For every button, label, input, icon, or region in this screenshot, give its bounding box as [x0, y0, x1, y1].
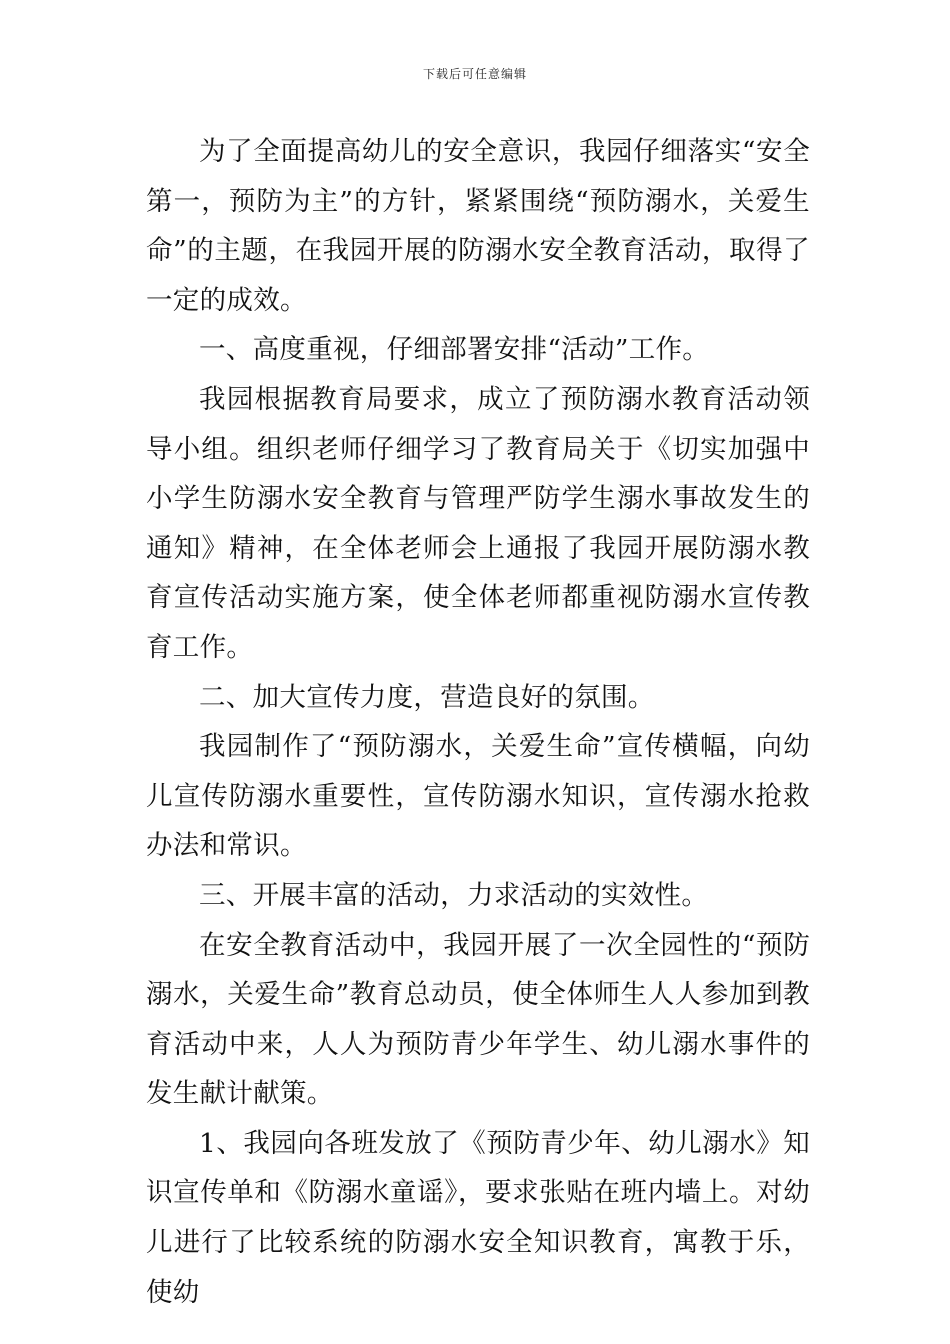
paragraph-item-1: 1、我园向各班发放了《预防青少年、幼儿溺水》知识宣传单和《防溺水童谣》，要求张贴在班内墙上。对幼儿进行了比较系统的防溺水安全知识教育，寓教于乐，使幼 [146, 1127, 810, 1308]
paragraph-section-3: 在安全教育活动中，我园开展了一次全园性的“预防溺水，关爱生命”教育总动员，使全体师生人人参加到教育活动中来，人人为预防青少年学生、幼儿溺水事件的发生献计献策。 [146, 929, 810, 1110]
document-body [146, 127, 810, 1317]
section-heading-1: 一、高度重视，仔细部署安排“活动”工作。 [199, 334, 710, 366]
paragraph-section-2: 我园制作了“预防溺水，关爱生命”宣传横幅，向幼儿宣传防溺水重要性，宣传防溺水知识，宣传溺水抢救办法和常识。 [146, 731, 810, 862]
section-heading-2: 二、加大宣传力度，营造良好的氛围。 [199, 681, 655, 713]
page-header: 下载后可任意编辑 [422, 67, 527, 81]
section-heading-3: 三、开展丰富的活动，力求活动的实效性。 [199, 879, 709, 911]
paragraph-intro: 为了全面提高幼儿的安全意识，我园仔细落实“安全第一，预防为主”的方针，紧紧围绕“预防溺水，关爱生命”的主题，在我园开展的防溺水安全教育活动，取得了一定的成效。 [146, 136, 810, 316]
paragraph-section-1: 我园根据教育局要求，成立了预防溺水教育活动领导小组。组织老师仔细学习了教育局关于《切实加强中小学生防溺水安全教育与管理严防学生溺水事故发生的通知》精神，在全体老师会上通报了我园开展防溺水教育宣传活动实施方案，使全体老师都重视防溺水宣传教育工作。 [146, 383, 810, 663]
